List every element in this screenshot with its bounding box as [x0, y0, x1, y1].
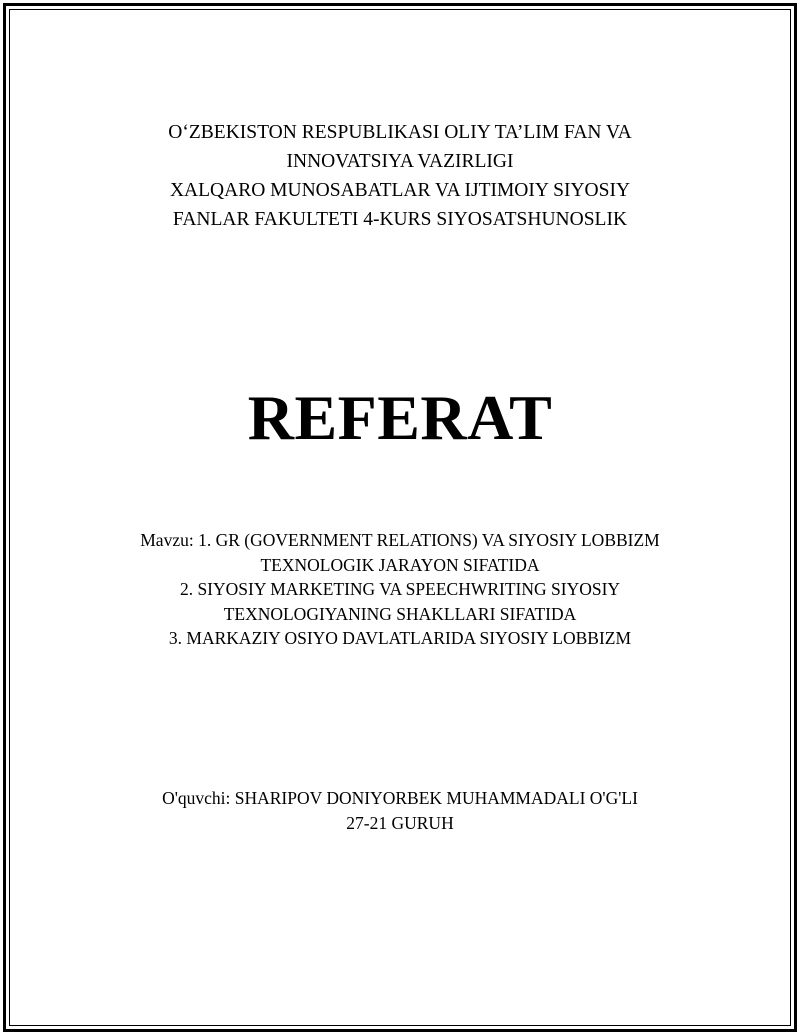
topic-line: TEXNOLOGIK JARAYON SIFATIDA	[260, 554, 540, 575]
student-group: 27-21 GURUH	[346, 812, 454, 833]
student-info	[0, 786, 800, 835]
document-title: REFERAT	[247, 382, 553, 453]
header-line: INNOVATSIYA VAZIRLIGI	[286, 151, 514, 172]
topic-line: 2. SIYOSIY MARKETING VA SPEECHWRITING SIYOSIY	[179, 579, 621, 599]
topic-line: TEXNOLOGIYANING SHAKLLARI SIFATIDA	[223, 603, 577, 624]
header-line: XALQARO MUNOSABATLAR VA IJTIMOIY SIYOSIY	[169, 180, 631, 201]
topics-block	[0, 528, 800, 651]
header-line: O‘ZBEKISTON RESPUBLIKASI OLIY TA’LIM FAN VA	[168, 122, 632, 143]
topic-line: 3. MARKAZIY OSIYO DAVLATLARIDA SIYOSIY LOBBIZM	[168, 628, 632, 648]
topic-line: Mavzu: 1. GR (GOVERNMENT RELATIONS) VA SIYOSIY LOBBIZM	[140, 530, 660, 550]
header-line: FANLAR FAKULTETI 4-KURS SIYOSATSHUNOSLIK	[172, 209, 628, 230]
student-name: O'quvchi: SHARIPOV DONIYORBEK MUHAMMADALI O'G'LI	[162, 788, 638, 808]
ministry-header	[0, 118, 800, 234]
